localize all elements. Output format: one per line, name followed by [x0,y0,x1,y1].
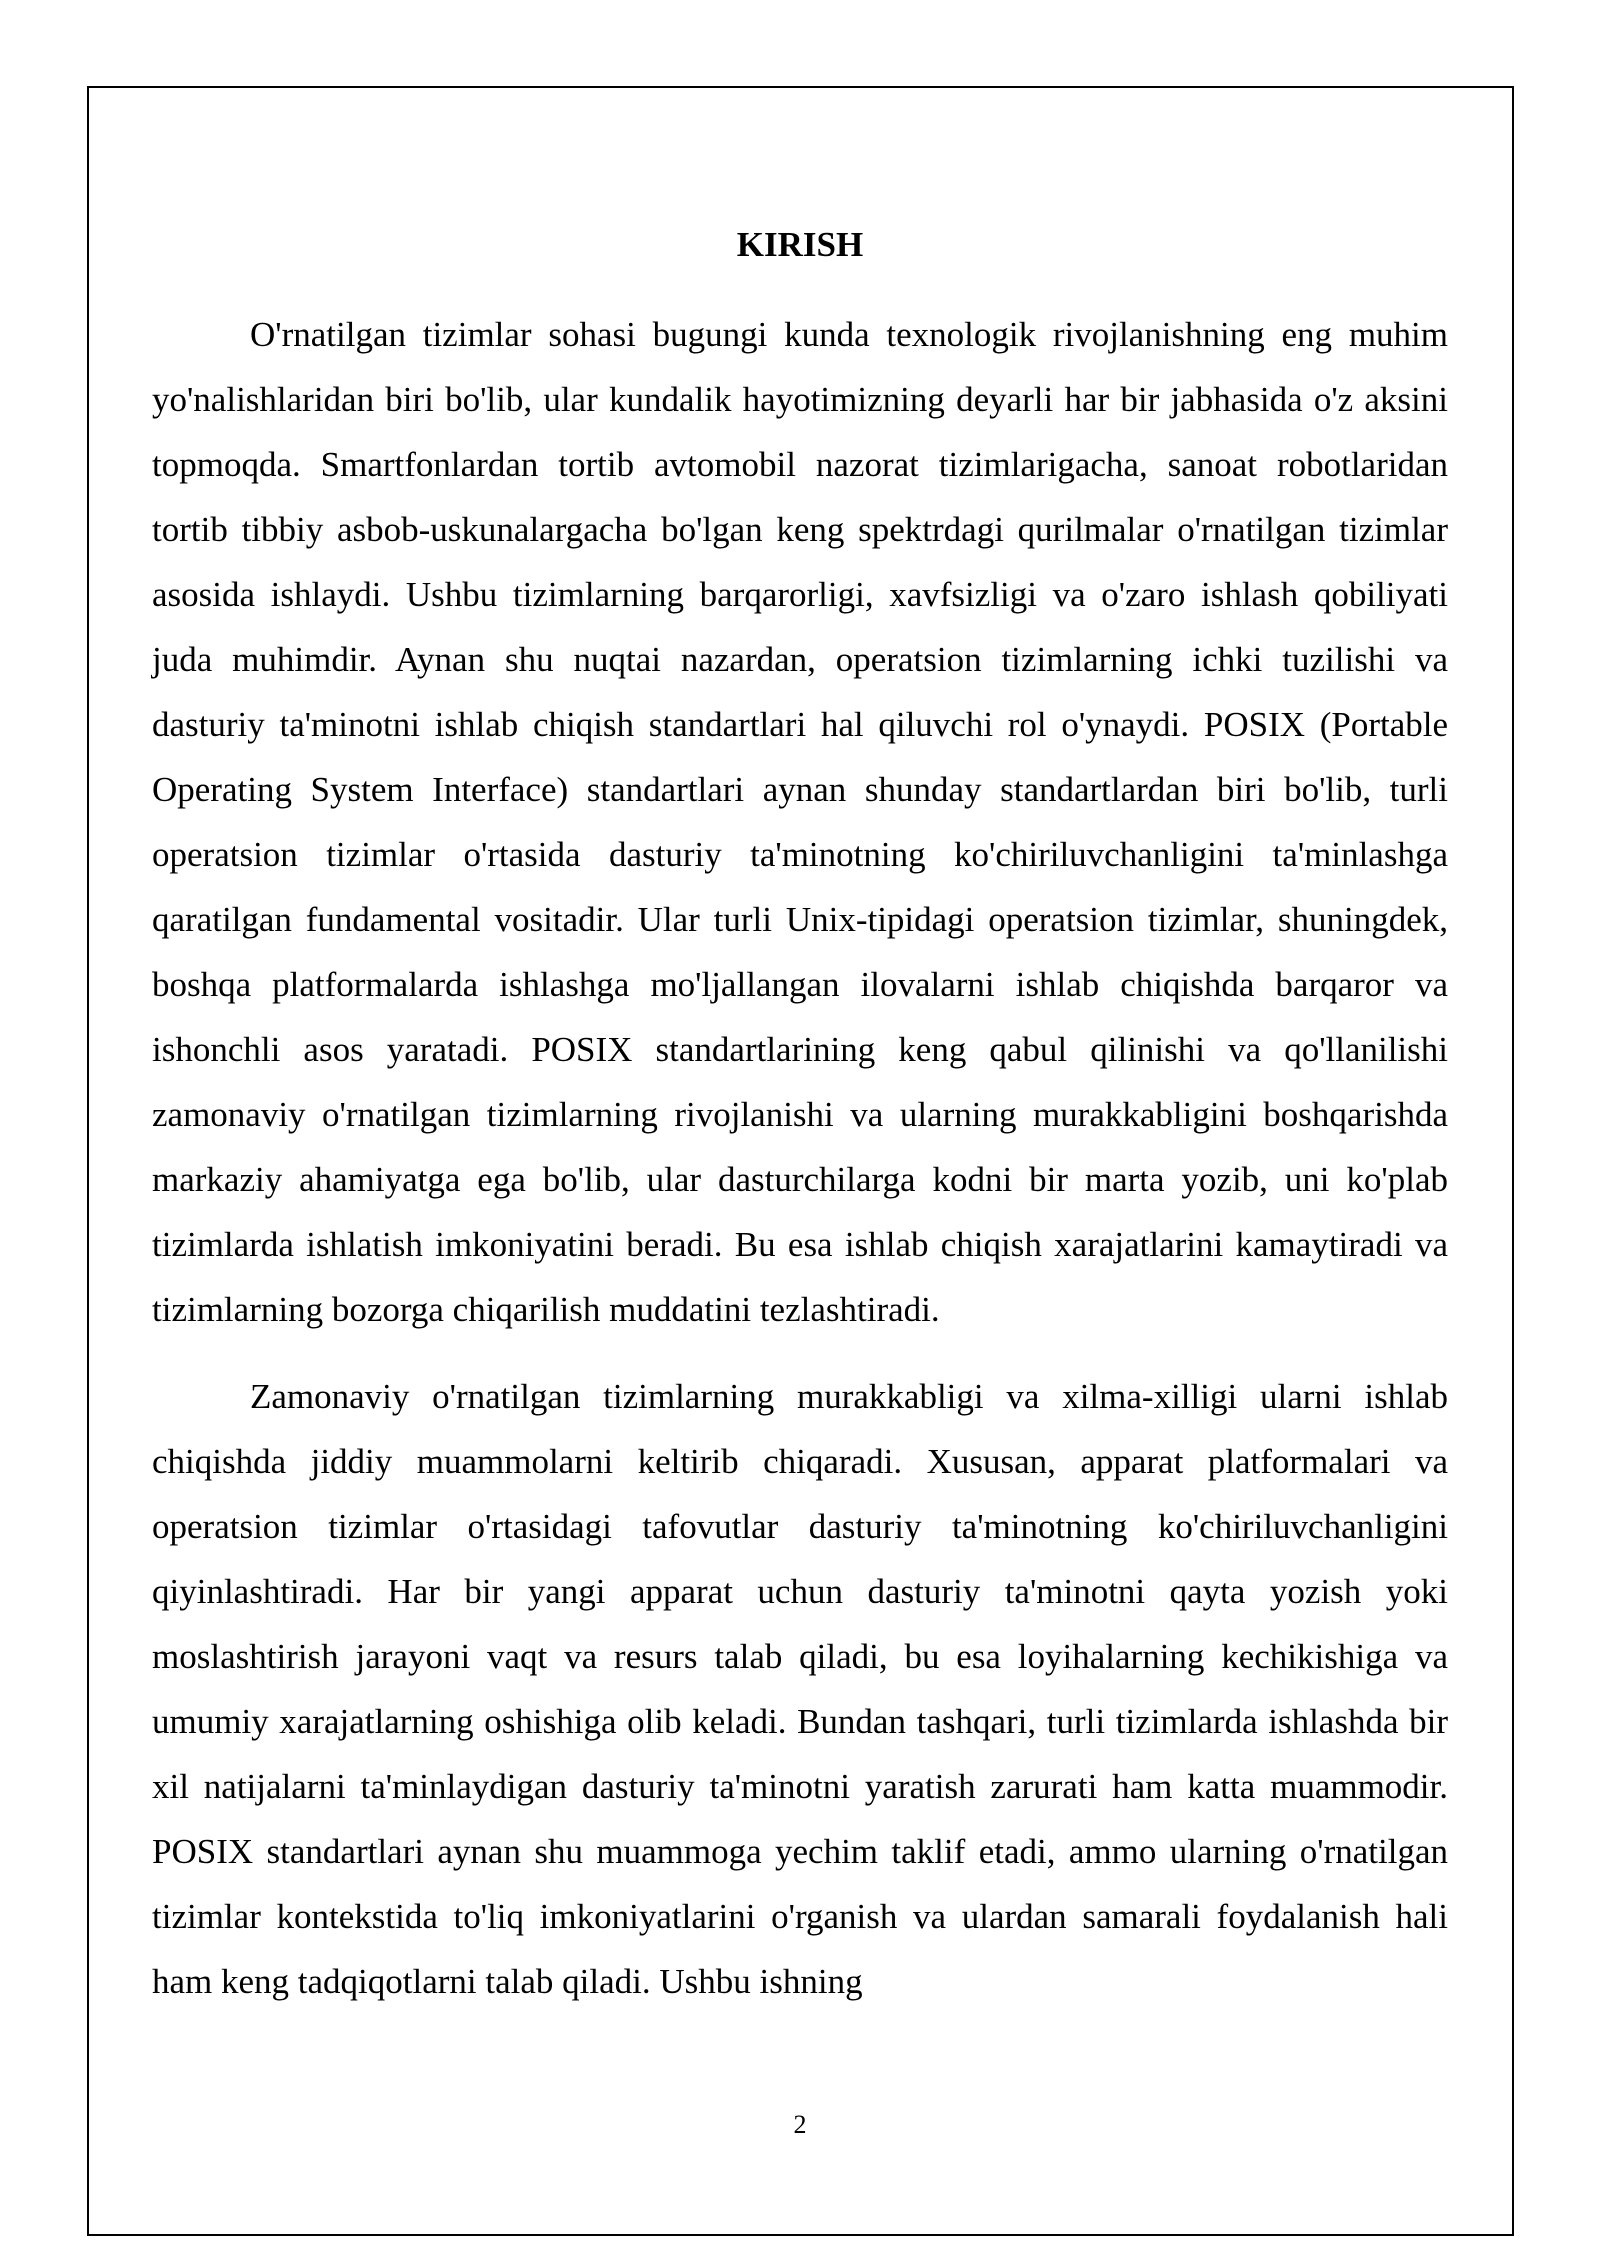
paragraph-2: Zamonaviy o'rnatilgan tizimlarning murakkabligi va xilma-xilligi ularni ishlab chiqishda jiddiy muammolarni keltirib chiqaradi. Xususan, apparat platformalari va operatsion tizimlar o'rtasidagi tafovutlar dasturiy ta'minotning ko'chiriluvchanligini qiyinlashtiradi. Har bir yangi apparat uchun dasturiy ta'minotni qayta yozish yoki moslashtirish jarayoni vaqt va resurs talab qiladi, bu esa loyihalarning kechikishiga va umumiy xarajatlarning oshishiga olib keladi. Bundan tashqari, turli tizimlarda ishlashda bir xil natijalarni ta'minlaydigan dasturiy ta'minotni yaratish zarurati ham katta muammodir. POSIX standartlari aynan shu muammoga yechim taklif etadi, ammo ularning o'rnatilgan tizimlar kontekstida to'liq imkoniyatlarini o'rganish va ulardan samarali foydalanish hali ham keng tadqiqotlarni talab qiladi. Ushbu ishning [152,1377,1448,2001]
section-heading: KIRISH [736,225,864,264]
page-number: 2 [793,2110,807,2139]
document-body [152,216,1448,2036]
paragraph-1: O'rnatilgan tizimlar sohasi bugungi kunda texnologik rivojlanishning eng muhim yo'nalishlaridan biri bo'lib, ular kundalik hayotimizning deyarli har bir jabhasida o'z aksini topmoqda. Smartfonlardan tortib avtomobil nazorat tizimlarigacha, sanoat robotlaridan tortib tibbiy asbob-uskunalargacha bo'lgan keng spektrdagi qurilmalar o'rnatilgan tizimlar asosida ishlaydi. Ushbu tizimlarning barqarorligi, xavfsizligi va o'zaro ishlash qobiliyati juda muhimdir. Aynan shu nuqtai nazardan, operatsion tizimlarning ichki tuzilishi va dasturiy ta'minotni ishlab chiqish standartlari hal qiluvchi rol o'ynaydi. POSIX (Portable Operating System Interface) standartlari aynan shunday standartlardan biri bo'lib, turli operatsion tizimlar o'rtasida dasturiy ta'minotning ko'chiriluvchanligini ta'minlashga qaratilgan fundamental vositadir. Ular turli Unix-tipidagi operatsion tizimlar, shuningdek, boshqa platformalarda ishlashga mo'ljallangan ilovalarni ishlab chiqishda barqaror va ishonchli asos yaratadi. POSIX standartlarining keng qabul qilinishi va qo'llanilishi zamonaviy o'rnatilgan tizimlarning rivojlanishi va ularning murakkabligini boshqarishda markaziy ahamiyatga ega bo'lib, ular dasturchilarga kodni bir marta yozib, uni ko'plab tizimlarda ishlatish imkoniyatini beradi. Bu esa ishlab chiqish xarajatlarini kamaytiradi va tizimlarning bozorga chiqarilish muddatini tezlashtiradi. [152,315,1448,1329]
